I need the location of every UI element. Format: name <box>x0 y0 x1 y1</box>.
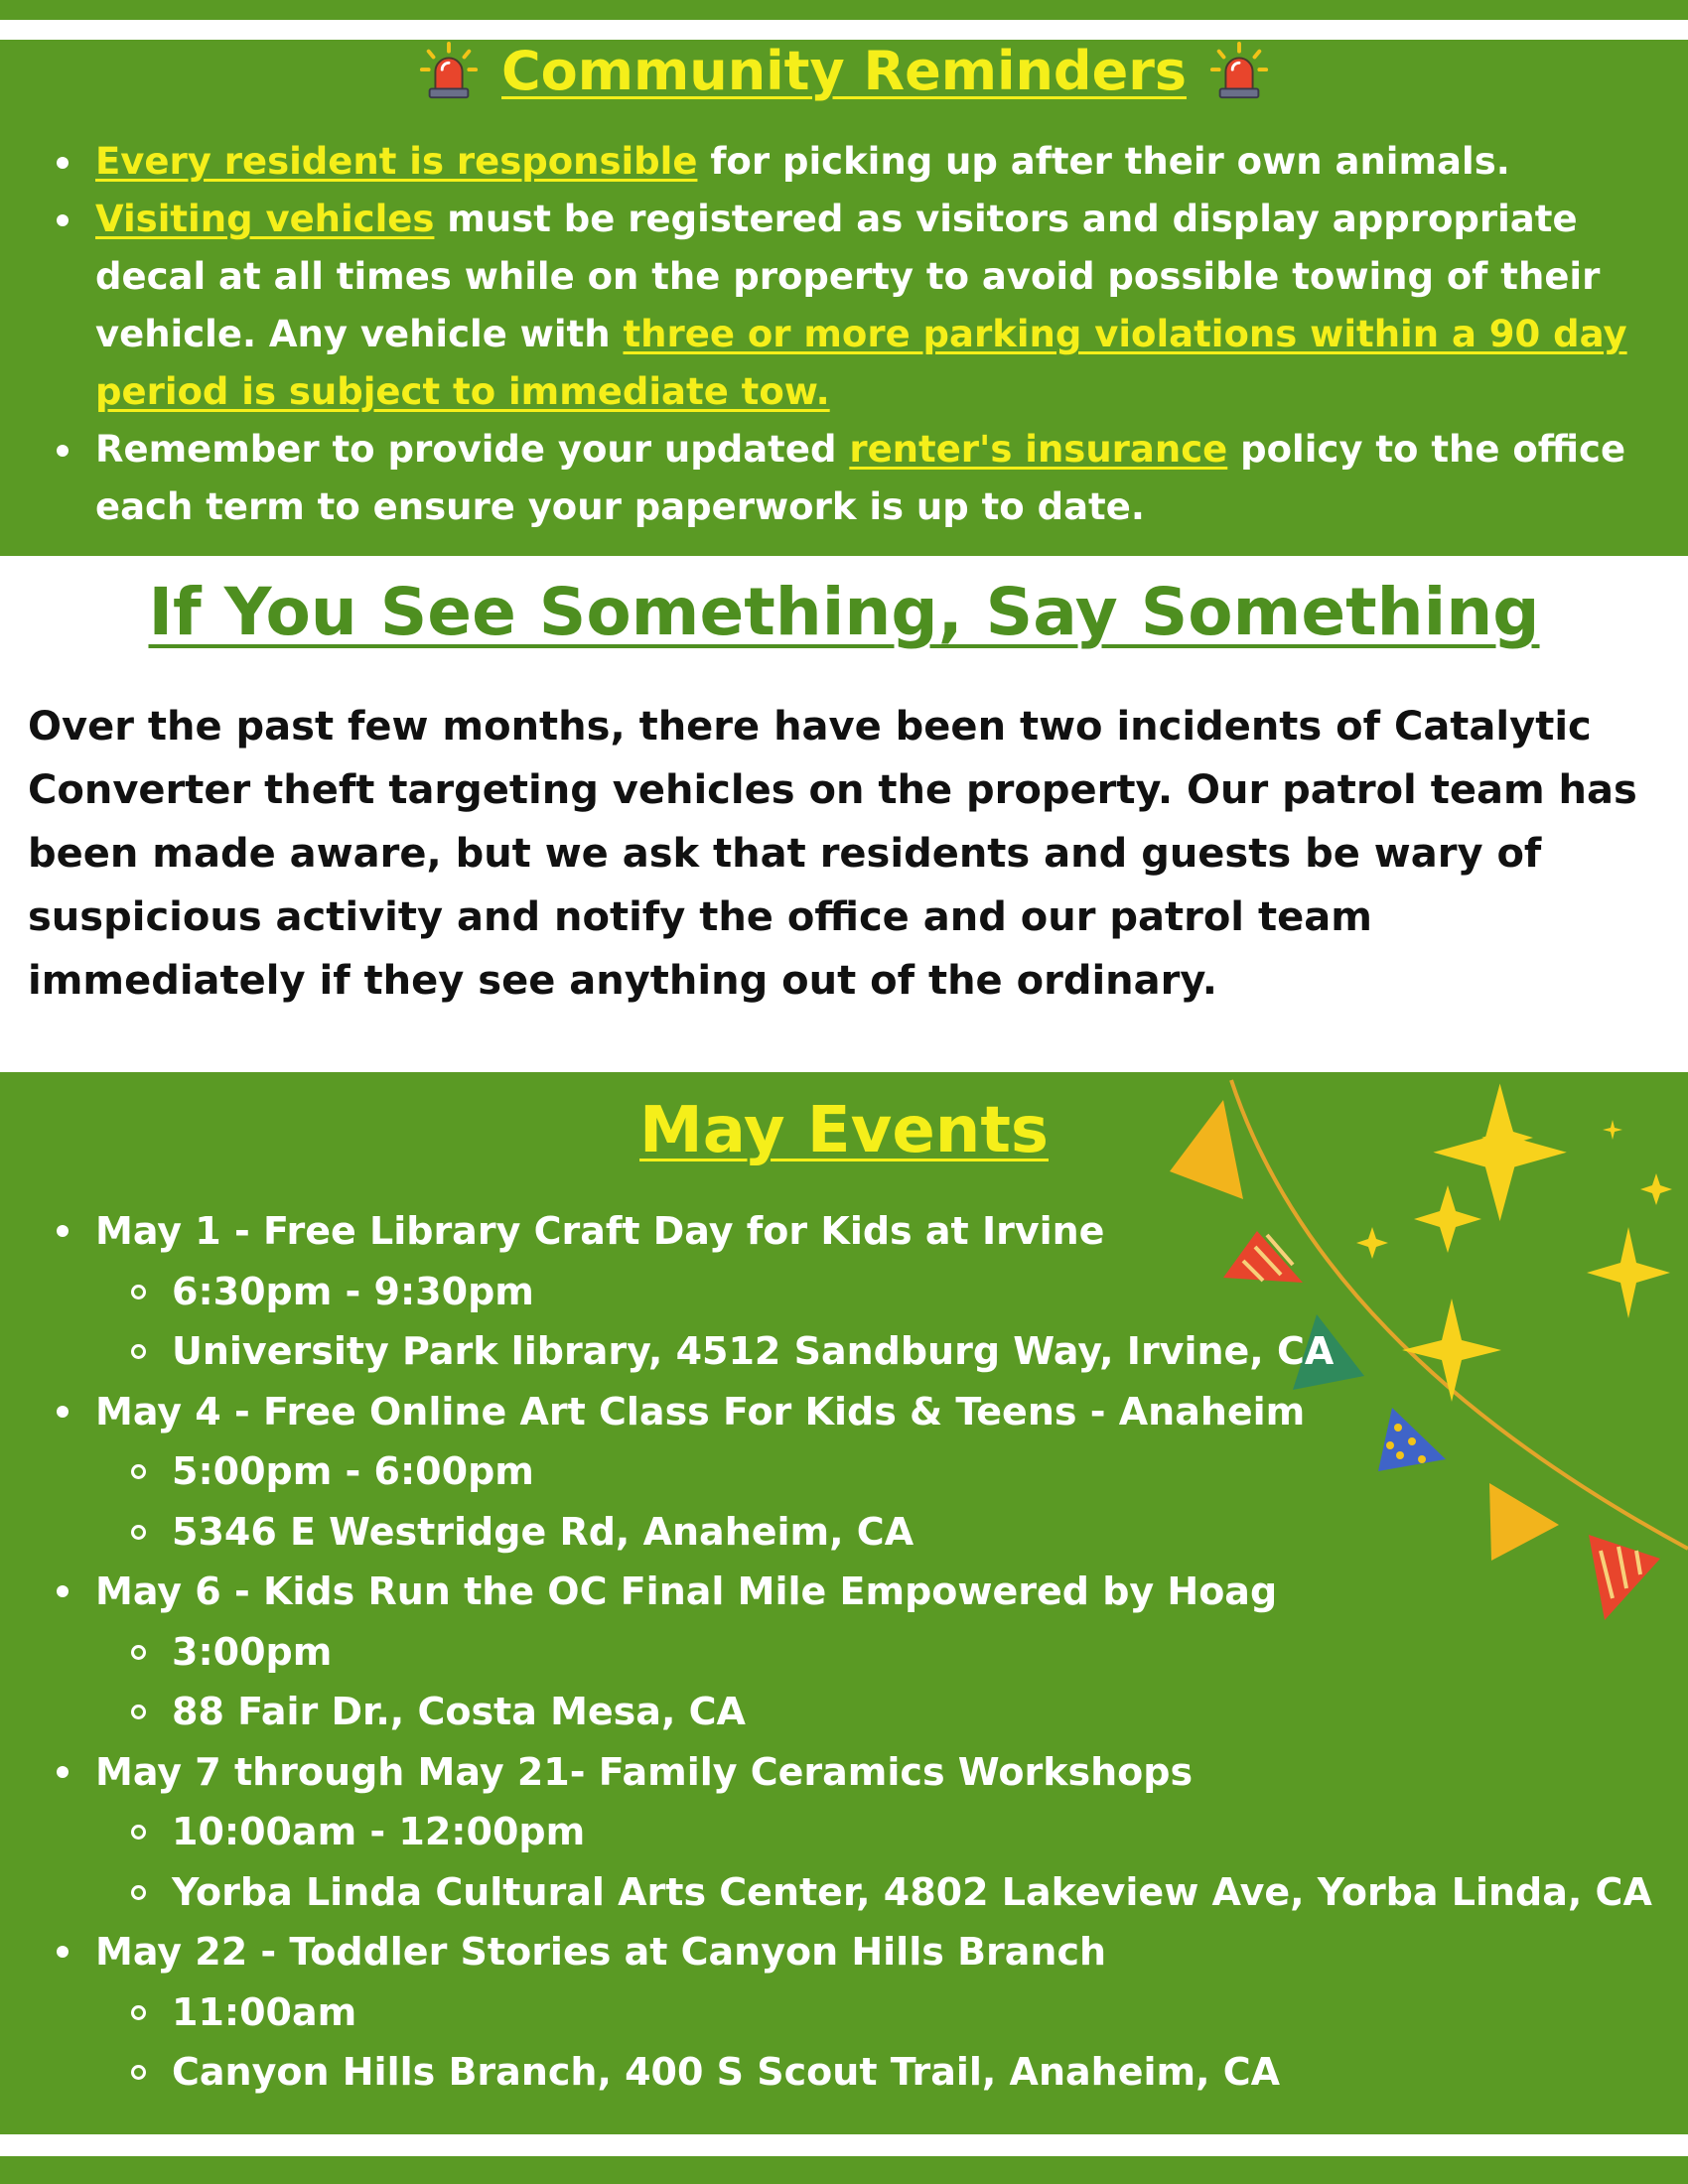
event-location: Yorba Linda Cultural Arts Center, 4802 Lakeview Ave, Yorba Linda, CA <box>95 1862 1678 1923</box>
event-details <box>95 1441 1678 1562</box>
event-item <box>50 1382 1678 1563</box>
event-item <box>50 1742 1678 1923</box>
event-title: May 6 - Kids Run the OC Final Mile Empowered by Hoag <box>95 1570 1278 1613</box>
alert-title: If You See Something, Say Something <box>148 574 1540 650</box>
alert-body: Over the past few months, there have been two incidents of Catalytic Converter theft targeting vehicles on the property. Our patrol team has been made aware, but we ask that residents and guests be wary of suspicious activity and notify the office and our patrol team immediately if they see anything out of the ordinary. <box>28 704 1637 1004</box>
reminders-title: Community Reminders <box>501 40 1187 102</box>
reminder-text: policy to the office each term to ensure your paperwork is up to date. <box>95 428 1626 528</box>
reminder-item <box>50 133 1648 191</box>
event-title: May 7 through May 21- Family Ceramics Workshops <box>95 1749 1194 1794</box>
event-details <box>95 1802 1678 1922</box>
event-time: 6:30pm - 9:30pm <box>95 1262 1678 1322</box>
event-location: University Park library, 4512 Sandburg Way, Irvine, CA <box>95 1321 1678 1382</box>
bottom-green-strip <box>0 2156 1688 2184</box>
event-location: 5346 E Westridge Rd, Anaheim, CA <box>95 1502 1678 1563</box>
event-item <box>50 1922 1678 2103</box>
siren-icon <box>1208 41 1270 102</box>
reminders-list <box>50 133 1648 536</box>
event-time: 5:00pm - 6:00pm <box>95 1441 1678 1502</box>
reminder-text: must be registered as visitors and display appropriate decal at all times while on the property to avoid possible towing of their vehicle. Any vehicle with <box>95 198 1601 355</box>
event-time: 11:00am <box>95 1982 1678 2043</box>
event-title: May 22 - Toddler Stories at Canyon Hills Branch <box>95 1930 1107 1974</box>
events-title: May Events <box>639 1094 1049 1167</box>
event-time: 3:00pm <box>95 1622 1678 1683</box>
top-green-strip <box>0 0 1688 20</box>
event-location: 88 Fair Dr., Costa Mesa, CA <box>95 1682 1678 1742</box>
reminder-highlight: Visiting vehicles <box>95 198 435 240</box>
reminder-highlight: Every resident is responsible <box>95 140 698 183</box>
event-details <box>95 1982 1678 2103</box>
siren-icon <box>418 41 480 102</box>
event-details <box>95 1262 1678 1382</box>
reminders-title-row <box>0 40 1688 102</box>
event-details <box>95 1622 1678 1742</box>
reminder-highlight: renter's insurance <box>849 428 1228 471</box>
event-location: Canyon Hills Branch, 400 S Scout Trail, Anaheim, CA <box>95 2042 1678 2103</box>
reminder-item <box>50 421 1648 536</box>
event-time: 10:00am - 12:00pm <box>95 1802 1678 1862</box>
events-list <box>50 1201 1678 2103</box>
event-item <box>50 1562 1678 1742</box>
event-title: May 1 - Free Library Craft Day for Kids at Irvine <box>95 1209 1105 1253</box>
event-item <box>50 1201 1678 1382</box>
events-title-row <box>0 1094 1688 1167</box>
reminder-item <box>50 191 1648 421</box>
reminder-highlight-tow: three or more parking violations within a 90 day period is subject to immediate tow. <box>95 313 1627 413</box>
reminder-lead: Remember to provide your updated <box>95 428 850 471</box>
reminder-text: for picking up after their own animals. <box>697 140 1510 183</box>
event-title: May 4 - Free Online Art Class For Kids & Teens - Anaheim <box>95 1389 1306 1433</box>
